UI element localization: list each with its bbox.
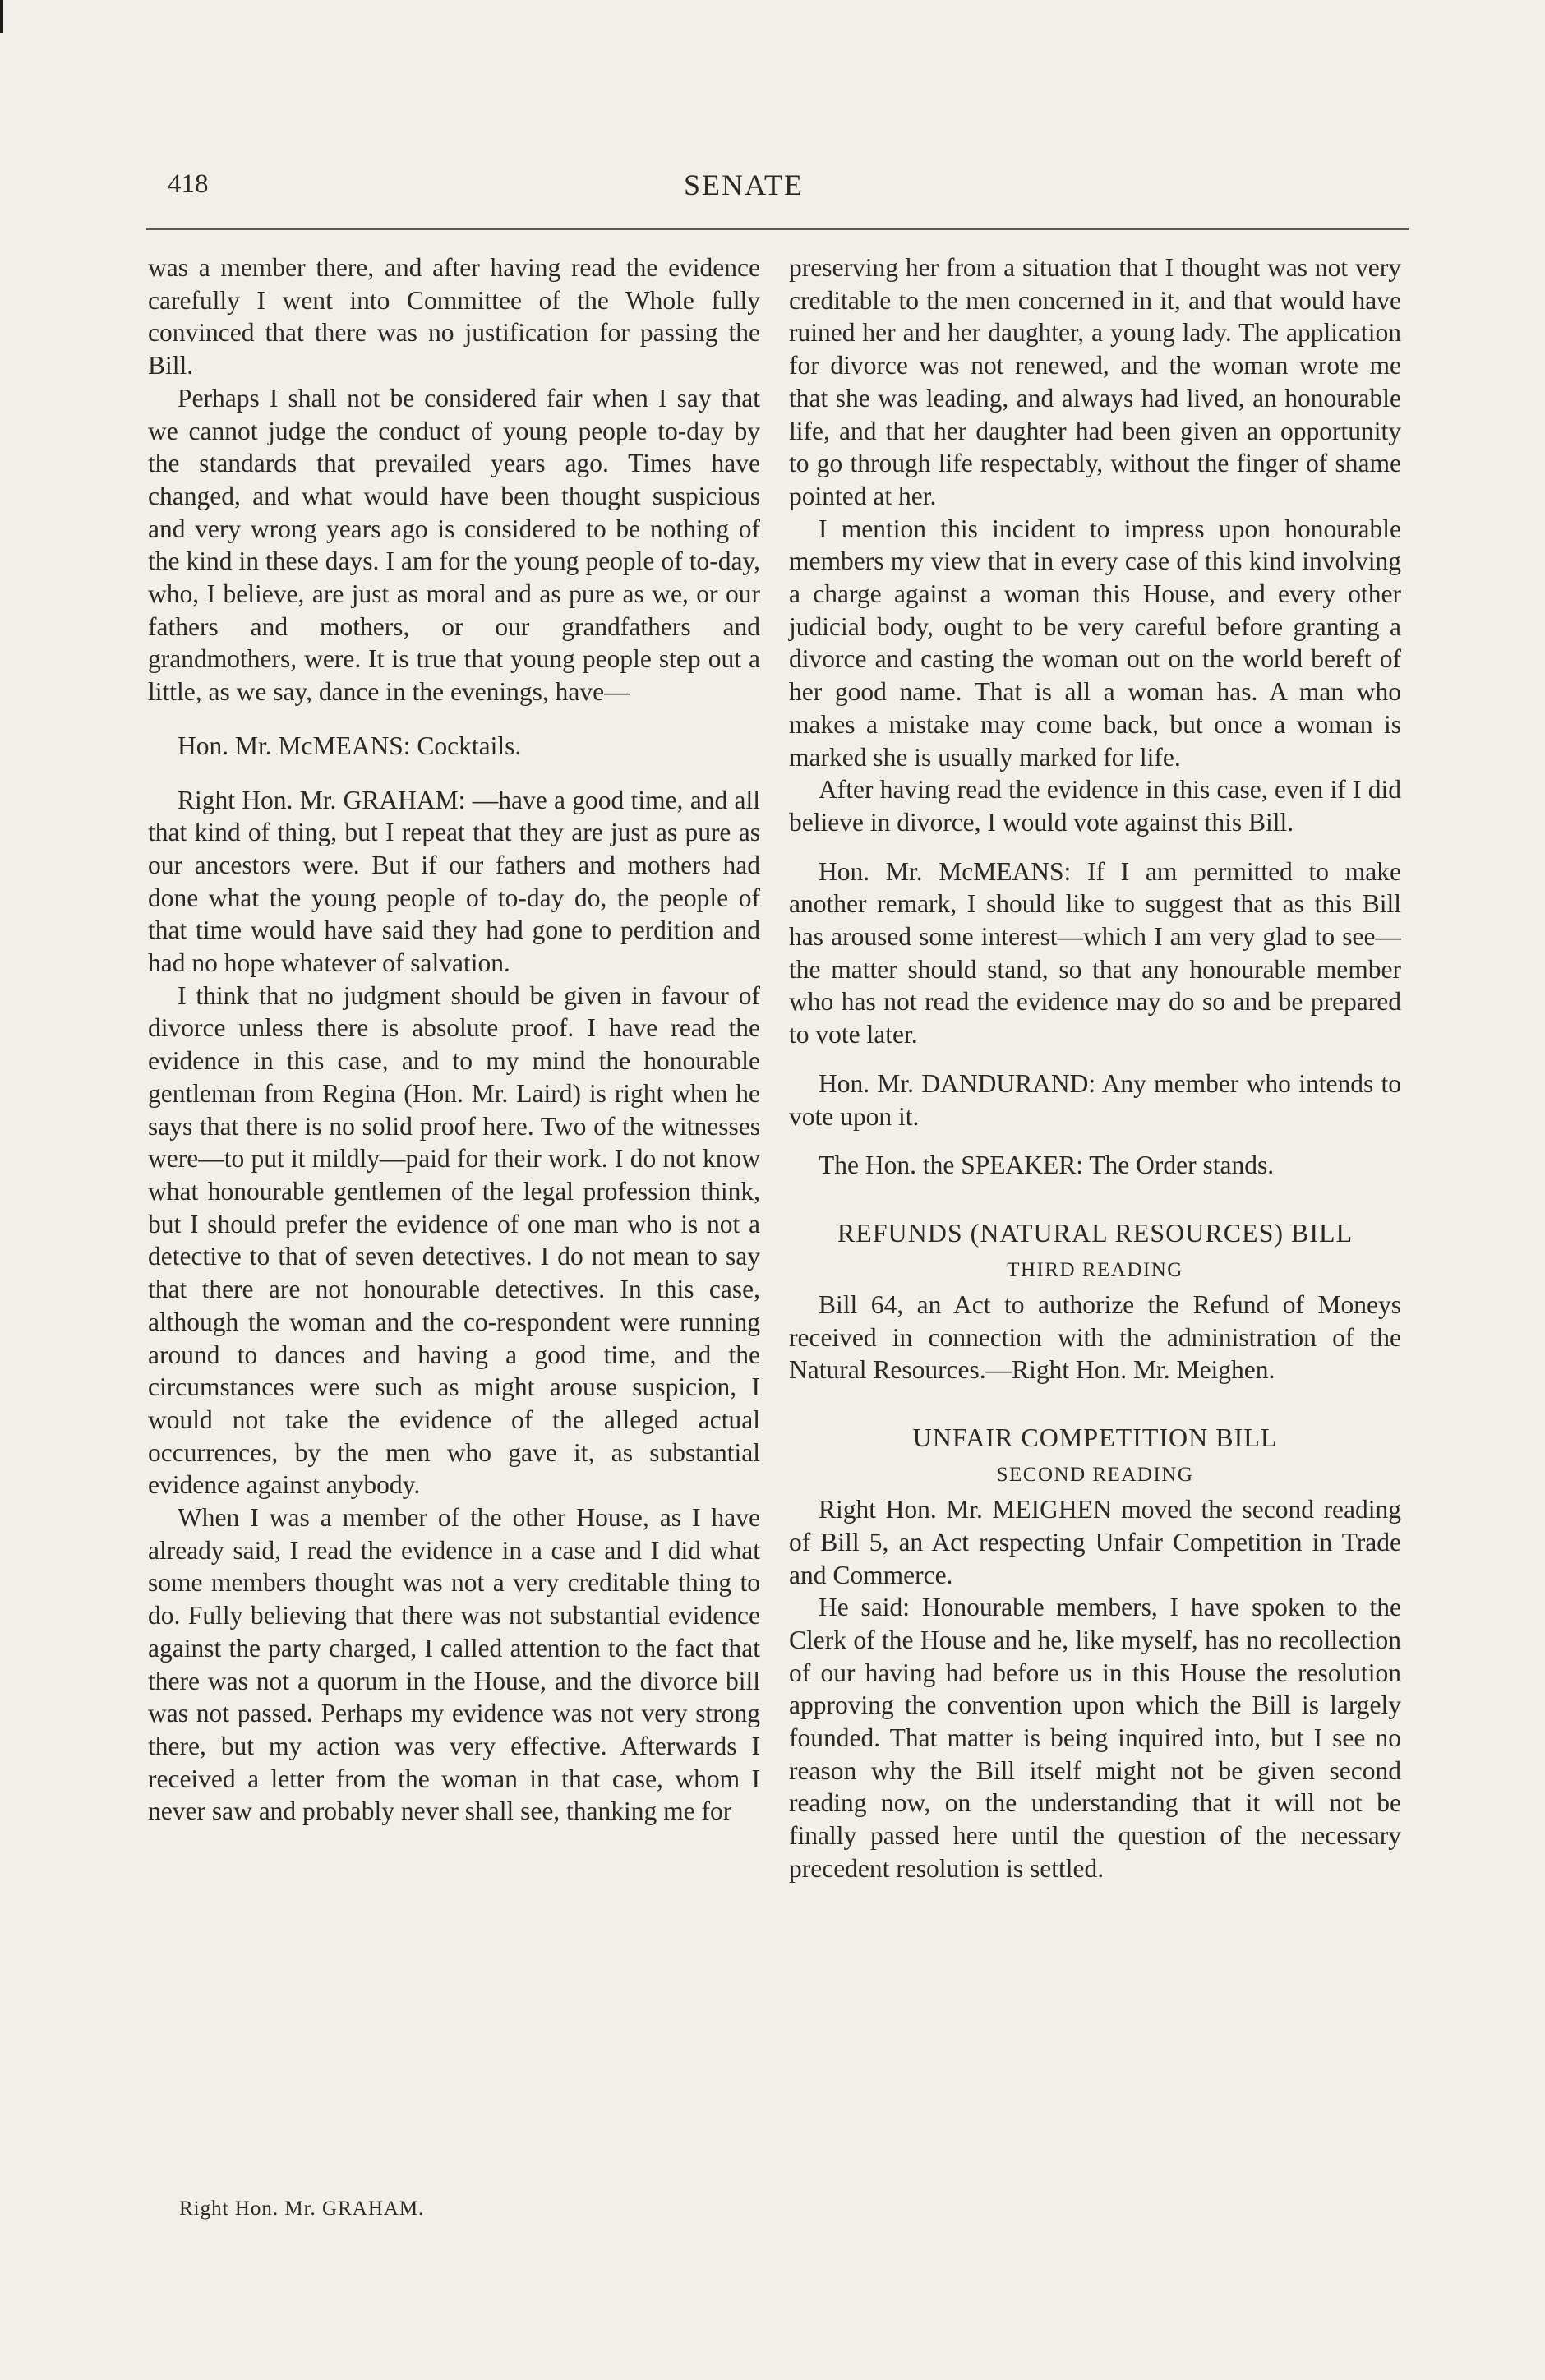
- paragraph: He said: Honourable members, I have spoken to the Clerk of the House and he, like myself, has no recollection of our having had before us in this House the resolution approving the convention upon which the Bill is largely founded. That matter is being inquired into, but I see no reason why the Bill itself might not be given second reading now, on the understanding that it will not be finally passed here until the question of the necessary precedent resolution is settled.: [789, 1593, 1401, 1883]
- running-head: SENATE: [684, 168, 804, 201]
- paragraph: Hon. Mr. McMEANS: If I am permitted to make another remark, I should like to suggest that as this Bill has aroused some interest—which I am very glad to see—the matter should stand, so that any honourable member who has not read the evidence may do so and be prepared to vote later.: [789, 856, 1401, 1049]
- right-column: [789, 251, 1401, 1885]
- page-number: 418: [168, 169, 209, 199]
- paragraph: I think that no judgment should be given in favour of divorce unless there is absolute proof. I have read the evidence in this case, and to my mind the honourable gentleman from Regina (Hon. Mr. Laird) is right when he says that there is no solid proof here. Two of the witnesses were—to put it mildly—paid for their work. I do not know what honourable gentlemen of the legal profession think, but I should prefer the evidence of one man who is not a detective to that of seven detectives. I do not mean to say that there are not honourable detectives. In this case, although the woman and the co-respondent were running around to dances and having a good time, and the circumstances were such as might arouse suspicion, I would not take the evidence of the alleged actual occurrences, by the men who gave it, as substantial evidence against anybody.: [148, 980, 760, 1500]
- footer-speaker: Right Hon. Mr. GRAHAM.: [179, 2198, 425, 2220]
- paragraph: Bill 64, an Act to authorize the Refund of Moneys received in connection with the administration of the Natural Resources.—Right Hon. Mr. Meighen.: [789, 1289, 1401, 1385]
- paragraph: Perhaps I shall not be considered fair when I say that we cannot judge the conduct of young people to-day by the standards that prevailed years ago. Times have changed, and what would have been thought suspicious and very wrong years ago is considered to be nothing of the kind in these days. I am for the young people of to-day, who, I believe, are just as moral and as pure as we, or our fathers and mothers, or our grandfathers and grandmothers, were. It is true that young people step out a little, as we say, dance in the evenings, have—: [148, 383, 760, 707]
- scan-edge-mark: [0, 0, 3, 33]
- paragraph: was a member there, and after having read the evidence carefully I went into Committee of the Whole fully convinced that there was no justification for passing the Bill.: [148, 253, 760, 381]
- section-title-refunds: REFUNDS (NATURAL RESOURCES) BILL: [837, 1217, 1354, 1248]
- paragraph: Right Hon. Mr. GRAHAM: —have a good time, and all that kind of thing, but I repeat that they are just as pure as our ancestors were. But if our fathers and mothers had done what the young people of to-day do, the people of that time would have said they had gone to perdition and had no hope whatever of salvation.: [148, 785, 760, 978]
- speaker-line: Hon. Mr. McMEANS: Cocktails.: [178, 731, 522, 760]
- paragraph: preserving her from a situation that I thought was not very creditable to the men concerned in it, and that would have ruined her and her daughter, a young lady. The application for divorce was not renewed, and the woman wrote me that she was leading, and always had lived, an honourable life, and that her daughter had been given an opportunity to go through life respectably, without the finger of shame pointed at her.: [789, 253, 1401, 510]
- header-rule: [146, 228, 1409, 230]
- paragraph: After having read the evidence in this case, even if I did believe in divorce, I would vote against this Bill.: [789, 775, 1401, 837]
- left-column: [148, 251, 760, 1828]
- paragraph: When I was a member of the other House, as I have already said, I read the evidence in a case and I did what some members thought was not a very creditable thing to do. Fully believing that there was not substantial evidence against the party charged, I called attention to the fact that there was not a quorum in the House, and the divorce bill was not passed. Perhaps my evidence was not very strong there, but my action was very effective. Afterwards I received a letter from the woman in that case, whom I never saw and probably never shall see, thanking me for: [148, 1503, 760, 1826]
- section-subtitle-second-reading: SECOND READING: [996, 1464, 1194, 1487]
- paragraph: The Hon. the SPEAKER: The Order stands.: [819, 1151, 1275, 1180]
- paragraph: Hon. Mr. DANDURAND: Any member who intends to vote upon it.: [789, 1068, 1401, 1131]
- section-title-unfair-competition: UNFAIR COMPETITION BILL: [912, 1423, 1278, 1453]
- paragraph: Right Hon. Mr. MEIGHEN moved the second reading of Bill 5, an Act respecting Unfair Competition in Trade and Commerce.: [789, 1495, 1401, 1589]
- paragraph: I mention this incident to impress upon honourable members my view that in every case of this kind involving a charge against a woman this House, and every other judicial body, ought to be very careful before granting a divorce and casting the woman out on the world bereft of her good name. That is all a woman has. A man who makes a mistake may come back, but once a woman is marked she is usually marked for life.: [789, 514, 1401, 772]
- section-subtitle-third-reading: THIRD READING: [1007, 1258, 1183, 1281]
